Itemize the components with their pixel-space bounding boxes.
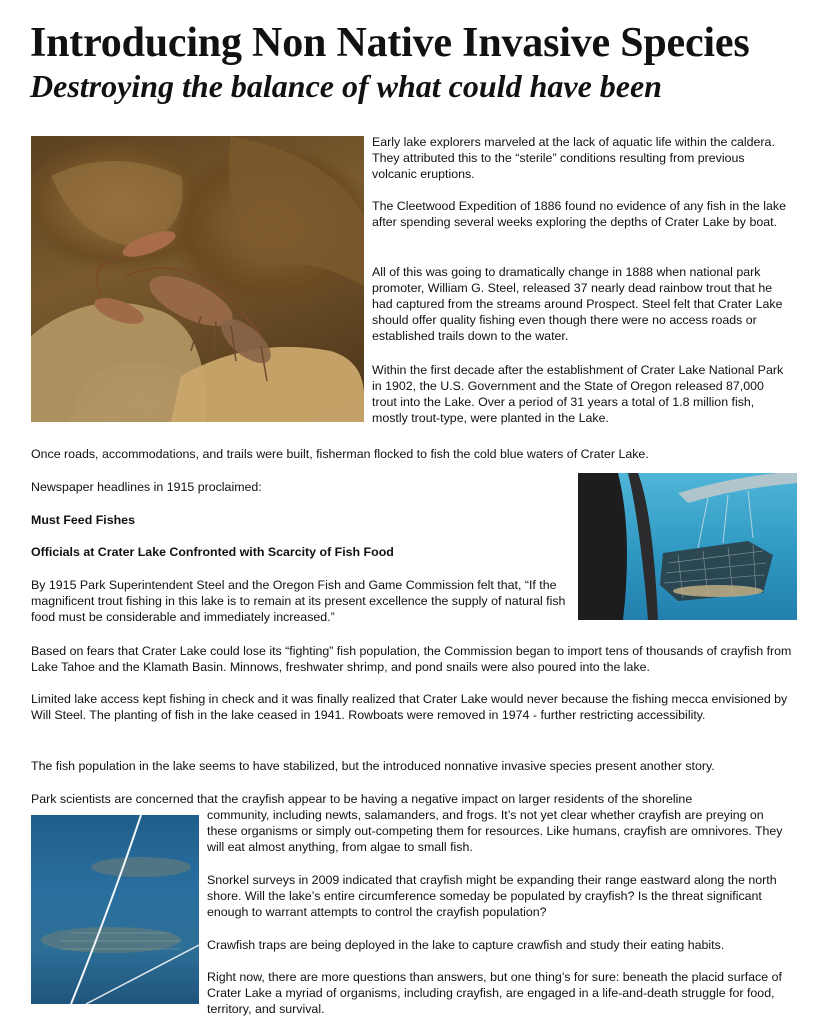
paragraph-park-scientists-lead: Park scientists are concerned that the crayfish appear to be having a negative impact on larger residents of the shoreline (31, 792, 693, 806)
headline-scarcity-fish-food: Officials at Crater Lake Confronted with Scarcity of Fish Food (31, 545, 394, 559)
underwater-illustration (31, 815, 199, 1004)
paragraph-early-explorers: Early lake explorers marveled at the lack of aquatic life within the caldera. They attributed this to the “sterile” conditions resulting from previous volcanic eruptions. (372, 135, 775, 181)
trap-illustration (578, 473, 797, 620)
paragraph-conclusion: Right now, there are more questions than answers, but one thing’s for sure: beneath the placid surface of Crater Lake a myriad of organisms, including crayfish, are engaged in a life-and-death struggle for food, territory, and survival. (207, 970, 782, 1016)
paragraph-roads-built: Once roads, accommodations, and trails were built, fisherman flocked to fish the cold blue waters of Crater Lake. (31, 447, 649, 461)
paragraph-cleetwood-expedition: The Cleetwood Expedition of 1886 found no evidence of any fish in the lake after spending several weeks exploring the depths of Crater Lake by boat. (372, 199, 786, 229)
page-title: Introducing Non Native Invasive Species (30, 20, 750, 66)
page-subtitle: Destroying the balance of what could have been (30, 68, 662, 104)
paragraph-newspaper-headlines: Newspaper headlines in 1915 proclaimed: (31, 480, 262, 494)
underwater-trap-photo (31, 815, 199, 1004)
crayfish-illustration (31, 136, 364, 422)
crayfish-trap-photo (578, 473, 797, 620)
paragraph-fish-stabilized: The fish population in the lake seems to have stabilized, but the introduced nonnative invasive species present another story. (31, 759, 715, 773)
paragraph-trout-release: Within the first decade after the establishment of Crater Lake National Park in 1902, the U.S. Government and the State of Oregon released 87,000 trout into the Lake. Over a period of 31 years a total of 1.8 million fish, mostly trout-type, were planted in the Lake. (372, 363, 784, 425)
paragraph-william-steel: All of this was going to dramatically change in 1888 when national park promoter, William G. Steel, released 37 nearly dead rainbow trout that he had captured from the streams around Prospect. Steel felt that Crater Lake should offer quality fishing even though there were no access roads or established trails down to the water. (372, 265, 783, 343)
paragraph-crayfish-import: Based on fears that Crater Lake could lose its “fighting” fish population, the Commission began to import tens of thousands of crayfish from Lake Tahoe and the Klamath Basin. Minnows, freshwater shrimp, and pond snails were also poured into the lake. (31, 644, 792, 674)
paragraph-crawfish-traps: Crawfish traps are being deployed in the lake to capture crawfish and study their eating habits. (207, 938, 725, 952)
paragraph-superintendent-steel: By 1915 Park Superintendent Steel and the Oregon Fish and Game Commission felt that, “If the magnificent trout fishing in this lake is to remain at its present excellence the supply of natural fish food must be considerable and immediately increased.” (31, 578, 566, 624)
paragraph-limited-access: Limited lake access kept fishing in check and it was finally realized that Crater Lake would never because the fishing mecca envisioned by Will Steel. The planting of fish in the lake ceased in 1941. Rowboats were removed in 1974 - further restricting accessibility. (31, 692, 788, 722)
paragraph-park-scientists-rest: community, including newts, salamanders, and frogs. It’s not yet clear whether crayfish are preying on these organisms or simply out-competing them for resources. Like humans, crayfish are omnivores. They will eat almost anything, from algae to small fish. (207, 808, 783, 854)
crayfish-photo (31, 136, 364, 422)
headline-must-feed-fishes: Must Feed Fishes (31, 513, 135, 527)
paragraph-snorkel-surveys: Snorkel surveys in 2009 indicated that crayfish might be expanding their range eastward along the north shore. Will the lake’s entire circumference someday be populated by crayfish? Is the threat significant enough to warrant attempts to control the crayfish population? (207, 873, 777, 919)
